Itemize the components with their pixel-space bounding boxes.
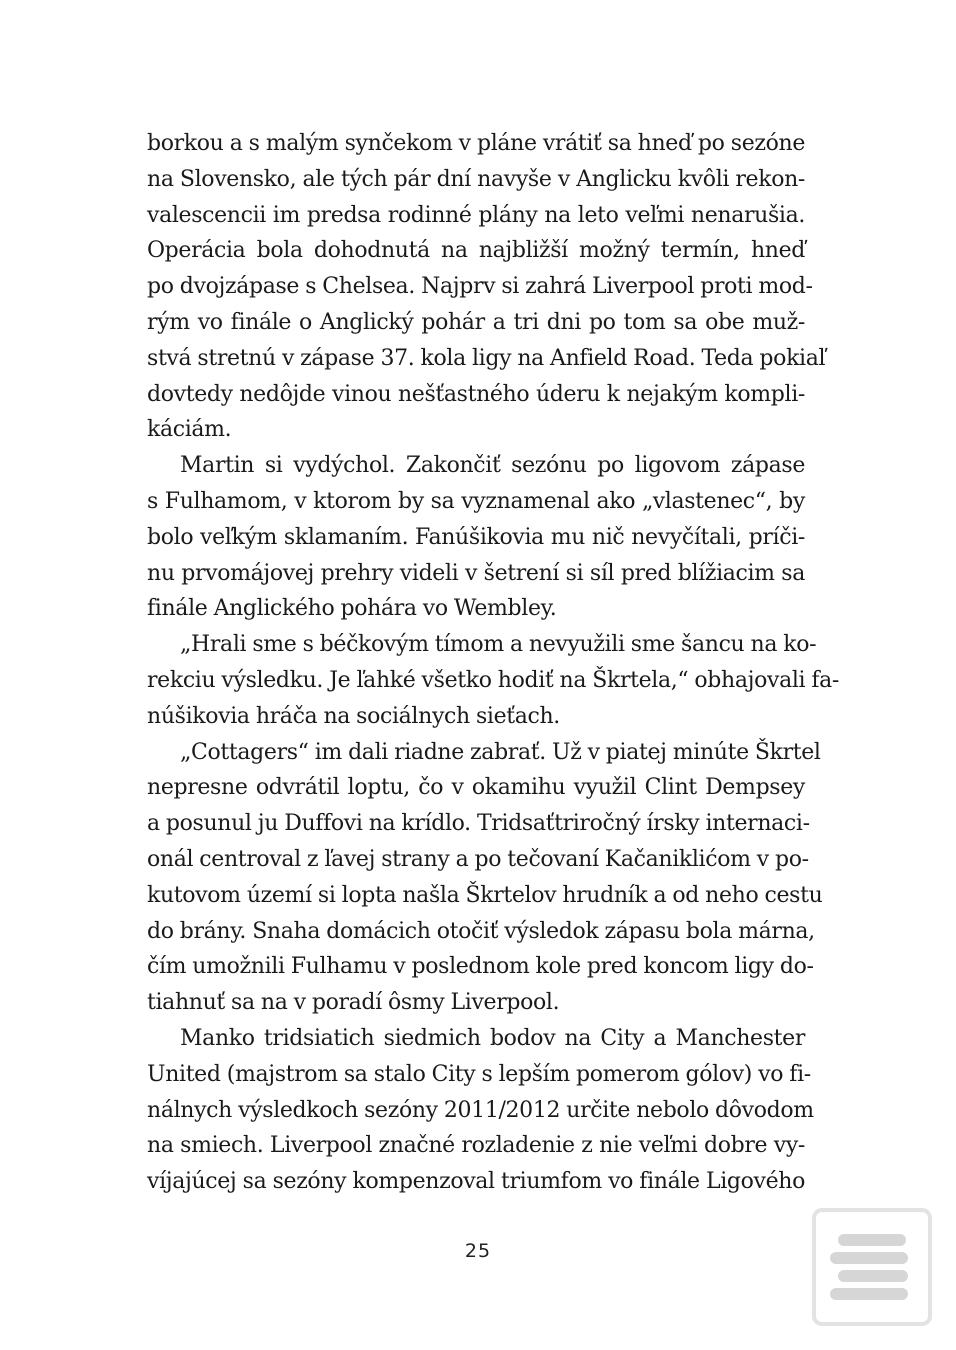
body-text — [147, 126, 839, 1200]
text-line: Operácia bola dohodnutá na najbližší možný termín, hneď — [147, 238, 805, 264]
text-line: s Fulhamom, v ktorom by sa vyznamenal ako „vlastenec“, by — [147, 488, 805, 514]
paragraph — [147, 1021, 814, 1200]
text-line: víjajúcej sa sezóny kompenzoval triumfom vo finále Ligového — [147, 1169, 805, 1195]
text-line: po dvojzápase s Chelsea. Najprv si zahrá Liverpool proti mod- — [147, 274, 813, 300]
watermark-bar — [830, 1252, 908, 1264]
text-line: United (majstrom sa stalo City s lepším pomerom gólov) vo fi- — [147, 1061, 811, 1087]
paragraph — [147, 126, 826, 448]
text-line: núšikovia hráča na sociálnych sieťach. — [147, 703, 560, 729]
text-line: „Hrali sme s béčkovým tímom a nevyužili sme šancu na ko- — [180, 632, 817, 658]
text-line: nu prvomájovej prehry videli v šetrení si síl pred blížiacim sa — [147, 560, 805, 586]
text-line: na smiech. Liverpool značné rozladenie z nie veľmi dobre vy- — [147, 1133, 805, 1159]
text-line: kutovom území si lopta našla Škrtelov hrudník a od neho cestu — [147, 882, 823, 908]
paragraph — [147, 627, 839, 734]
text-line: nálnych výsledkoch sezóny 2011/2012 určite nebolo dôvodom — [147, 1097, 814, 1123]
watermark-bar — [830, 1288, 908, 1300]
text-line: do brány. Snaha domácich otočiť výsledok zápasu bola márna, — [147, 918, 815, 944]
text-line: rým vo finále o Anglický pohár a tri dni po tom sa obe muž- — [147, 309, 805, 335]
watermark-bar — [838, 1234, 906, 1246]
text-line: Martin si vydýchol. Zakončiť sezónu po ligovom zápase — [180, 453, 805, 479]
text-line: dovtedy nedôjde vinou nešťastného úderu k nejakým kompli- — [147, 381, 805, 407]
text-line: bolo veľkým sklamaním. Fanúšikovia mu nič nevyčítali, príči- — [147, 524, 805, 550]
text-line: onál centroval z ľavej strany a po tečovaní Kačaniklićom v po- — [147, 846, 809, 872]
text-line: stvá stretnú v zápase 37. kola ligy na Anfield Road. Teda pokiaľ — [147, 345, 826, 371]
paragraph — [147, 448, 805, 627]
page-number: 25 — [464, 1240, 492, 1262]
text-line: a posunul ju Duffovi na krídlo. Tridsaťtriročný írsky internaci- — [147, 811, 810, 837]
text-line: finále Anglického pohára vo Wembley. — [147, 596, 557, 622]
paragraph — [147, 735, 823, 1021]
text-line: čím umožnili Fulhamu v poslednom kole pred koncom ligy do- — [147, 954, 814, 980]
text-line: „Cottagers“ im dali riadne zabrať. Už v piatej minúte Škrtel — [180, 739, 821, 765]
watermark-bar — [838, 1270, 908, 1282]
text-line: borkou a s malým synčekom v pláne vrátiť sa hneď po sezóne — [147, 131, 805, 156]
text-line: rekciu výsledku. Je ľahké všetko hodiť na Škrtela,“ obhajovali fa- — [147, 667, 839, 693]
text-line: káciám. — [147, 417, 232, 443]
book-stack-icon — [812, 1208, 932, 1326]
text-line: valescencii im predsa rodinné plány na leto veľmi nenarušia. — [147, 202, 805, 228]
text-line: na Slovensko, ale tých pár dní navyše v Anglicku kvôli rekon- — [147, 166, 805, 192]
text-line: nepresne odvrátil loptu, čo v okamihu využil Clint Dempsey — [147, 775, 805, 801]
text-line: Manko tridsiatich siedmich bodov na City a Manchester — [180, 1025, 805, 1051]
text-line: tiahnuť sa na v poradí ôsmy Liverpool. — [147, 990, 560, 1016]
